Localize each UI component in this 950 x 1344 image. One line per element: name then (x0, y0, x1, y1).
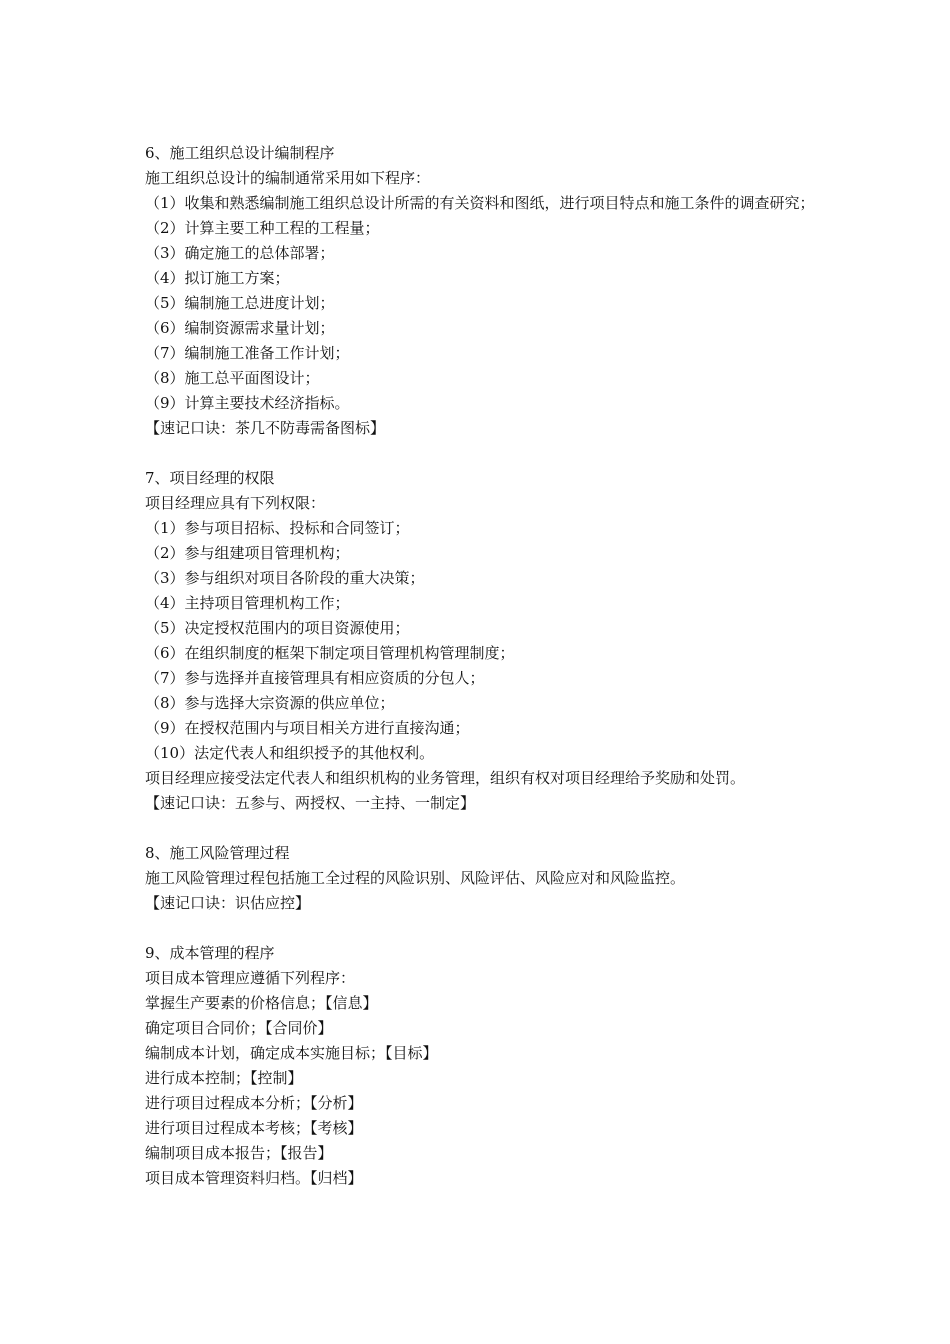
mnemonic: 【速记口诀：五参与、两授权、一主持、一制定】 (145, 794, 476, 812)
list-item: 进行项目过程成本分析；【分析】 (145, 1094, 363, 1112)
list-item: 进行成本控制；【控制】 (145, 1069, 303, 1087)
list-item: 项目成本管理资料归档。【归档】 (145, 1169, 363, 1187)
list-item: 确定项目合同价；【合同价】 (145, 1019, 333, 1037)
list-item: （7）参与选择并直接管理具有相应资质的分包人； (145, 669, 485, 687)
section-intro: 项目经理应具有下列权限： (145, 494, 326, 512)
list-item: （8）施工总平面图设计； (145, 369, 320, 387)
mnemonic: 【速记口诀：识估应控】 (145, 894, 311, 912)
section-title: 6、施工组织总设计编制程序 (145, 144, 335, 162)
list-item: （3）确定施工的总体部署； (145, 244, 335, 262)
list-item: （10）法定代表人和组织授予的其他权利。 (145, 744, 435, 762)
list-item: （5）决定授权范围内的项目资源使用； (145, 619, 410, 637)
mnemonic: 【速记口诀：茶几不防毒需备图标】 (145, 419, 386, 437)
list-item: （1）收集和熟悉编制施工组织总设计所需的有关资料和图纸，进行项目特点和施工条件的调查研究； (145, 194, 815, 212)
list-item: （6）编制资源需求量计划； (145, 319, 335, 337)
list-item: 编制项目成本报告；【报告】 (145, 1144, 333, 1162)
list-item: （9）在授权范围内与项目相关方进行直接沟通； (145, 719, 470, 737)
document-page (145, 141, 825, 1216)
list-item: 进行项目过程成本考核；【考核】 (145, 1119, 363, 1137)
list-item: （9）计算主要技术经济指标。 (145, 394, 350, 412)
section-intro: 施工组织总设计的编制通常采用如下程序： (145, 169, 431, 187)
section-construction-design-procedure (145, 141, 825, 441)
section-title: 9、成本管理的程序 (145, 944, 275, 962)
list-item: （4）主持项目管理机构工作； (145, 594, 350, 612)
list-item: 编制成本计划，确定成本实施目标；【目标】 (145, 1044, 438, 1062)
section-intro: 项目成本管理应遵循下列程序： (145, 969, 356, 987)
list-item: （8）参与选择大宗资源的供应单位； (145, 694, 395, 712)
list-item: （2）计算主要工种工程的工程量； (145, 219, 380, 237)
list-item: （2）参与组建项目管理机构； (145, 544, 350, 562)
section-intro: 施工风险管理过程包括施工全过程的风险识别、风险评估、风险应对和风险监控。 (145, 869, 686, 887)
section-note: 项目经理应接受法定代表人和组织机构的业务管理，组织有权对项目经理给予奖励和处罚。 (145, 769, 746, 787)
list-item: （7）编制施工准备工作计划； (145, 344, 350, 362)
list-item: （6）在组织制度的框架下制定项目管理机构管理制度； (145, 644, 515, 662)
list-item: （1）参与项目招标、投标和合同签订； (145, 519, 410, 537)
section-title: 8、施工风险管理过程 (145, 844, 290, 862)
list-item: （3）参与组织对项目各阶段的重大决策； (145, 569, 425, 587)
section-risk-management-process (145, 841, 825, 916)
list-item: （4）拟订施工方案； (145, 269, 290, 287)
list-item: （5）编制施工总进度计划； (145, 294, 335, 312)
list-item: 掌握生产要素的价格信息；【信息】 (145, 994, 378, 1012)
section-title: 7、项目经理的权限 (145, 469, 275, 487)
section-project-manager-authority (145, 466, 825, 816)
section-cost-management-procedure (145, 941, 825, 1191)
